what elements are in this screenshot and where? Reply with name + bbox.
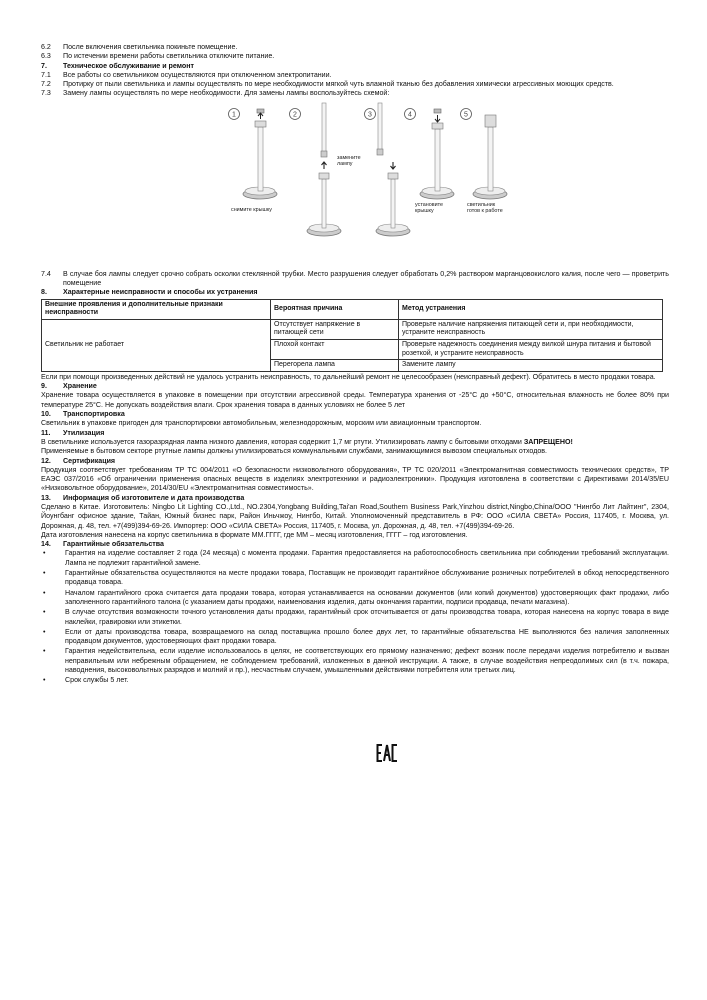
table-cell-symptom: Светильник не работает bbox=[42, 319, 271, 371]
repair-list bbox=[41, 270, 669, 298]
table-cell-cause: Отсутствует напряжение в питающей сети bbox=[271, 319, 399, 339]
table-row bbox=[42, 319, 663, 339]
warranty-item bbox=[41, 676, 669, 685]
item-number: 7.4 bbox=[41, 269, 51, 278]
item-text: Замену лампы осуществлять по мере необходимости. Для замены лампы воспользуйтесь схемой: bbox=[63, 89, 390, 98]
step-3-number: 3 bbox=[368, 111, 372, 119]
table-cell-cause: Плохой контакт bbox=[271, 340, 399, 360]
list-item bbox=[41, 52, 669, 61]
step-1-number: 1 bbox=[232, 111, 236, 119]
eac-mark-logo bbox=[376, 743, 398, 763]
item-number: 7.2 bbox=[41, 80, 51, 89]
bullet-icon: • bbox=[43, 588, 46, 597]
section-number: 9. bbox=[41, 382, 47, 391]
item-number: 8. bbox=[41, 288, 47, 297]
warranty-text: Срок службы 5 лет. bbox=[65, 676, 129, 685]
section-heading bbox=[41, 540, 669, 549]
section-title: Информация об изготовителе и дата производства bbox=[63, 493, 245, 502]
bullet-icon: • bbox=[43, 549, 46, 558]
after-table-note: Если при помощи произведенных действий не удалось устранить неисправность, то дальнейший ремонт не целесообразен (неисправный дефект). Обратитесь в место продажи товара. bbox=[41, 372, 656, 381]
section-title: Хранение bbox=[63, 382, 97, 391]
warranty-text: В случае отсутствия возможности точного установления даты продажи, гарантийный срок отсчитывается от даты производства товара, которая нанесена на корпус товара в виде наклейки, гравировки или этикетки. bbox=[65, 608, 669, 626]
list-item bbox=[41, 43, 669, 52]
section-number: 12. bbox=[41, 456, 51, 465]
warranty-item bbox=[41, 569, 669, 588]
instruction-page bbox=[41, 43, 669, 687]
caption-ready: светильник готов к работе bbox=[467, 201, 503, 215]
section-heading bbox=[41, 494, 669, 503]
table-cell-fix: Замените лампу bbox=[399, 360, 663, 372]
section-text-extra: Применяемые в бытовом секторе ртутные лампы должны утилизироваться коммунальными службами, занимающимися вывозом специальных отходов. bbox=[41, 447, 548, 456]
caption-replace-lamp: замените лампу bbox=[337, 154, 361, 168]
section-number: 10. bbox=[41, 410, 51, 419]
section-heading bbox=[41, 382, 669, 391]
table-cell-fix: Проверьте наличие напряжения питающей сети и, при необходимости, устраните неисправность bbox=[399, 319, 663, 339]
lamp-replacement-svg bbox=[41, 101, 669, 266]
item-text: Все работы со светильником осуществляются при отключенном электропитании. bbox=[63, 70, 332, 79]
warranty-item bbox=[41, 647, 669, 675]
list-item bbox=[41, 71, 669, 80]
section-heading bbox=[41, 457, 669, 466]
warranty-text: Если от даты производства товара, возвращаемого на склад поставщика прошло более двух лет, то гарантийные обязательства НЕ выполняются без наличия заполненных продавцом документов, удостоверяющих факт продажи товара. bbox=[65, 627, 669, 646]
item-text: Характерные неисправности и способы их устранения bbox=[63, 288, 258, 297]
section-text-extra: Дата изготовления нанесена на корпус светильника в формате ММ.ГГГГ, где ММ – месяц изготовления, ГГГГ – год изготовления. bbox=[41, 530, 468, 539]
bullet-icon: • bbox=[43, 627, 46, 636]
section-text bbox=[41, 466, 669, 494]
list-item bbox=[41, 89, 669, 98]
table-cell-fix: Проверьте надежность соединения между вилкой шнура питания и бытовой розеткой, и устраните неисправность bbox=[399, 340, 663, 360]
lamp-replacement-diagram bbox=[41, 101, 669, 266]
section-text bbox=[41, 391, 669, 410]
warranty-item bbox=[41, 608, 669, 627]
section-text-body: Продукция соответствует требованиям ТР ТС 004/2011 «О безопасности низковольтного оборудования», ТР ТС 020/2011 «Электромагнитная совместимость технических средств», ТР ЕАЭС 037/2016 «Об ограничении применения опасных веществ в изделиях электротехники и радиоэлектроники». Продукция изготовлена в соответствии с Директивами 2014/35/EU «Низковольтное оборудование», 2014/30/EU «Электромагнитная совместимость». bbox=[41, 465, 669, 493]
step-4-install-cap bbox=[420, 109, 454, 199]
table-header-cause: Вероятная причина bbox=[271, 299, 399, 319]
warranty-text: Гарантийные обязательства осуществляются на месте продажи товара, Поставщик не производит гарантийное обслуживание розничных потребителей в обход непосредственного продавца товара. bbox=[65, 569, 669, 587]
section-title: Транспортировка bbox=[63, 410, 125, 419]
item-text: После включения светильника покиньте помещение. bbox=[63, 43, 238, 51]
section-heading bbox=[41, 410, 669, 419]
warranty-text: Гарантия недействительна, если изделие использовалось в целях, не соответствующих его прямому назначению; дефект возник после передачи изделия потребителю и вызван неправильным или небрежным обращением, не соблюдением требований, изложенных в данной инструкции. А также, в случае воздействия непреодолимых сил (в т.ч. пожара, наводнения, высоковольтных разрядов и молний и пр.), несчастным случаем, умышленными действиями потребителя или третьих лиц. bbox=[65, 647, 669, 675]
section-title: Гарантийные обязательства bbox=[63, 540, 164, 549]
item-text: Техническое обслуживание и ремонт bbox=[63, 61, 194, 70]
warranty-text: Началом гарантийного срока считается дата продажи товара, которая устанавливается на основании документов (или копий документов) удостоверяющих факт продажи, либо заполненного гарантийного талона (с указанием даты продажи, наименования изделия, даты окончания гарантии, подписи продавца, печати магазина). bbox=[65, 588, 669, 606]
table-header-fix: Метод устранения bbox=[399, 299, 663, 319]
item-number: 6.3 bbox=[41, 52, 51, 61]
item-number: 7.1 bbox=[41, 70, 51, 79]
warranty-list bbox=[41, 549, 669, 685]
section-title: Утилизация bbox=[63, 428, 105, 437]
item-text: В случае боя лампы следует срочно собрать осколки стеклянной трубки. Место разрушения следует обработать 0,2% раствором марганцовокислого калия, после чего — проветрить помещение bbox=[63, 269, 669, 288]
item-text: Протирку от пыли светильника и лампы осуществлять по мере необходимости мягкой чуть влажной тканью без добавления химически агрессивных моющих средств. bbox=[63, 80, 614, 89]
maintenance-list bbox=[41, 43, 669, 99]
section-number: 14. bbox=[41, 540, 51, 549]
item-text: По истечении времени работы светильника отключите питание. bbox=[63, 52, 275, 61]
list-item bbox=[41, 62, 669, 71]
item-number: 6.2 bbox=[41, 43, 51, 51]
step-2-number: 2 bbox=[293, 111, 297, 119]
bullet-icon: • bbox=[43, 569, 46, 578]
section-title: Сертификация bbox=[63, 456, 116, 465]
section-text-body: Светильник в упаковке пригоден для транспортировки автомобильным, железнодорожным, морским или авиационным транспортом. bbox=[41, 419, 482, 428]
section-text bbox=[41, 419, 669, 428]
section-text-body: В светильнике используется газоразрядная лампа низкого давления, которая содержит 1,7 мг ртути. Утилизировать лампу с бытовыми отходами bbox=[41, 437, 522, 446]
list-item bbox=[41, 288, 669, 297]
step-4-number: 4 bbox=[408, 111, 412, 119]
step-5-number: 5 bbox=[464, 111, 468, 119]
step-2-lamp-removed bbox=[307, 103, 341, 236]
step-3-new-lamp bbox=[376, 103, 410, 236]
caption-remove-cap: снимите крышку bbox=[231, 206, 272, 213]
warranty-item bbox=[41, 549, 669, 568]
bullet-icon: • bbox=[43, 647, 46, 656]
bullet-icon: • bbox=[43, 676, 46, 685]
warranty-item bbox=[41, 628, 669, 647]
section-number: 11. bbox=[41, 428, 51, 437]
section-text bbox=[41, 503, 669, 531]
caption-install-cap: установите крышку bbox=[415, 201, 443, 215]
item-number: 7. bbox=[41, 61, 47, 70]
bullet-icon: • bbox=[43, 608, 46, 617]
section-warning: ЗАПРЕЩЕНО! bbox=[523, 437, 573, 446]
step-5-ready-lamp bbox=[473, 115, 507, 199]
troubleshooting-table bbox=[41, 299, 663, 372]
table-cell-cause: Перегорела лампа bbox=[271, 360, 399, 372]
step-1-lamp-with-cap-off bbox=[243, 109, 277, 199]
item-number: 7.3 bbox=[41, 89, 51, 98]
list-item bbox=[41, 80, 669, 89]
section-number: 13. bbox=[41, 493, 51, 502]
section-text-body: Сделано в Китае. Изготовитель: Ningbo Lit Lighting CO.,Ltd., NO.2304,Yongbang Building,Tai'an Road,Southern Business Park,Yinzhou district,Ningbo,China/ООО "Нингбо Лит Лайтинг", 2304, Йоунгбанг офисное здание, Тайан, Южный бизнес парк, Район Иньчжоу, Нингбо, Китай. Уполномоченный представитель в РФ: ООО «СИЛА СВЕТА» Россия, 117405, г. Москва, ул. Дорожная, д. 48, тел. +7(499)394-69-26. Импортер: ООО «СИЛА СВЕТА» Россия, 117405, г. Москва, ул. Дорожная, д. 48, тел. +7(499)394-69-26. bbox=[41, 502, 669, 530]
table-header-symptom: Внешние проявления и дополнительные признаки неисправности bbox=[42, 299, 271, 319]
list-item bbox=[41, 270, 669, 289]
sections bbox=[41, 382, 669, 549]
section-heading bbox=[41, 429, 669, 438]
section-text-body: Хранение товара осуществляется в упаковке в помещении при отсутствии агрессивной среды. Температура хранения от -25°С до +50°С, относительная влажность не более 80% при температуре 25°С. Не допускать воздействия влаги. Срок хранения товара в данных условиях не более 5 лет bbox=[41, 391, 669, 409]
table-header-row bbox=[42, 299, 663, 319]
warranty-text: Гарантия на изделие составляет 2 года (24 месяца) с момента продажи. Гарантия предоставляется на работоспособность светильника при соблюдении требований эксплуатации. Лампа не подлежит гарантийной замене. bbox=[65, 549, 669, 567]
warranty-item bbox=[41, 589, 669, 608]
section-text bbox=[41, 438, 669, 447]
